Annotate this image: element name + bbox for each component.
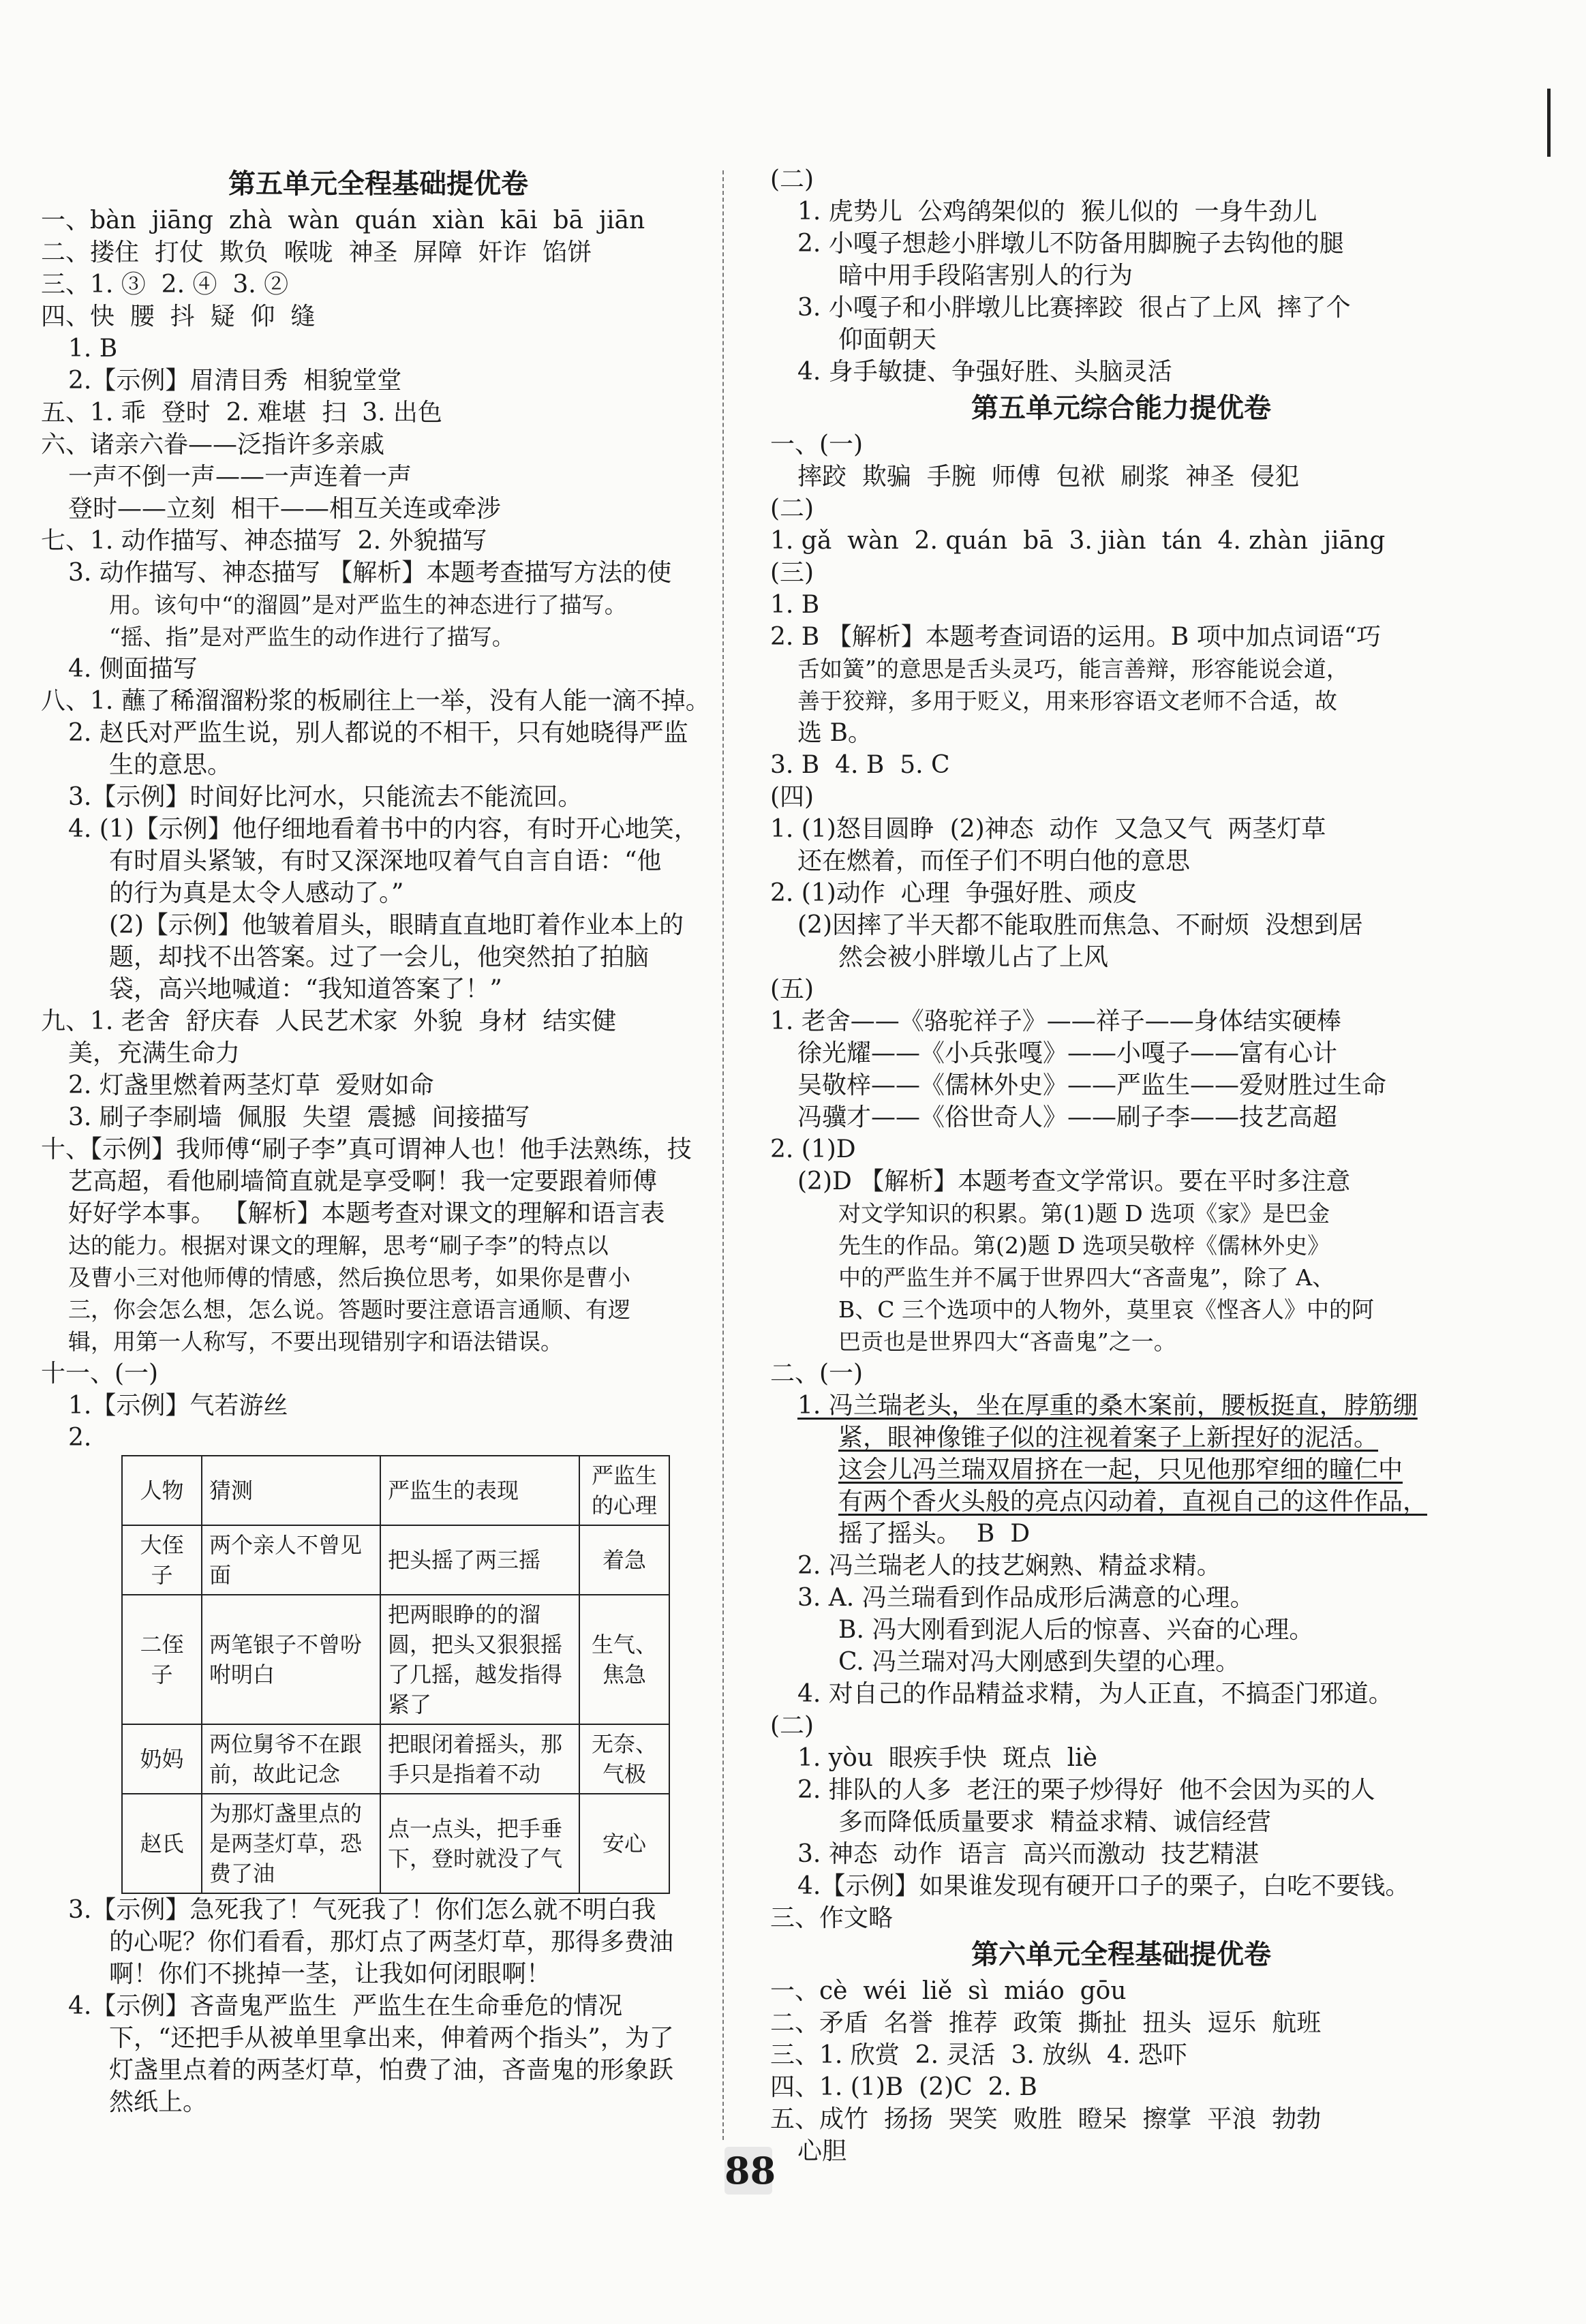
answer-line: 三、1. 欣赏 2. 灵活 3. 放纵 4. 恐吓 <box>770 2041 1187 2069</box>
table-cell: 两个亲人不曾见面 <box>202 1525 380 1595</box>
answer-line: 4.【示例】如果谁发现有硬开口子的栗子，白吃不要钱。 <box>797 1872 1410 1900</box>
answer-line: 然会被小胖墩儿占了上风 <box>838 943 1109 971</box>
answer-line: 3.【示例】时间好比河水，只能流去不能流回。 <box>68 783 583 811</box>
answer-line: (四) <box>770 783 814 811</box>
answer-line: 六、诸亲六眷——泛指许多亲戚 <box>41 431 385 459</box>
answer-line: 辑，用第一人称写，不要出现错别字和语法错误。 <box>68 1328 563 1355</box>
answer-line: 二、(一) <box>770 1360 864 1388</box>
answer-line: 2. (1)动作 心理 争强好胜、顽皮 <box>770 879 1138 907</box>
answer-line: 摇了摇头。 B D <box>838 1520 1031 1548</box>
answer-line: (2)【示例】他皱着眉头，眼睛直直地盯着作业本上的 <box>109 911 684 939</box>
answer-line: 三、作文略 <box>770 1904 894 1932</box>
answer-line: 摔跤 欺骗 手腕 师傅 包袱 刷浆 神圣 侵犯 <box>797 463 1300 491</box>
left-lines <box>41 165 716 1454</box>
table-header-cell: 猜测 <box>202 1456 380 1525</box>
table-row <box>122 1525 669 1595</box>
table-cell: 大侄子 <box>122 1525 202 1595</box>
answer-line: 巴贡也是世界四大“吝啬鬼”之一。 <box>838 1328 1176 1355</box>
answer-line: 紧，眼神像锥子似的注视着案子上新捏好的泥活。 <box>838 1424 1379 1452</box>
answer-line: 2. 排队的人多 老汪的栗子炒得好 他不会因为买的人 <box>797 1776 1375 1804</box>
answer-line: 冯骥才——《俗世奇人》——刷子李——技艺高超 <box>797 1103 1338 1131</box>
answer-line: 1. gǎ wàn 2. quán bā 3. jiàn tán 4. zhàn jiāng <box>770 527 1386 555</box>
answer-line: 2.【示例】眉清目秀 相貌堂堂 <box>68 367 402 395</box>
answer-line: B. 冯大刚看到泥人后的惊喜、兴奋的心理。 <box>838 1616 1314 1644</box>
answer-line: C. 冯兰瑞对冯大刚感到失望的心理。 <box>838 1648 1240 1676</box>
table-cell: 生气、焦急 <box>579 1595 669 1724</box>
table-cell: 把头摇了两三摇 <box>380 1525 579 1595</box>
answer-line: 十一、(一) <box>41 1360 159 1388</box>
answer-line: 七、1. 动作描写、神态描写 2. 外貌描写 <box>41 527 487 555</box>
section-title: 第五单元全程基础提优卷 <box>228 168 528 200</box>
answer-line: 4.【示例】吝啬鬼严监生 严监生在生命垂危的情况 <box>68 1992 623 2020</box>
answer-line: 登时——立刻 相干——相互关连或牵涉 <box>68 495 501 523</box>
answer-line: 1.【示例】气若游丝 <box>68 1392 288 1420</box>
table-cell: 点一点头，把手垂下，登时就没了气 <box>380 1794 579 1893</box>
table-cell: 把眼闭着摇头，那手只是指着不动 <box>380 1724 579 1794</box>
answer-line: 对文学知识的积累。第(1)题 D 选项《家》是巴金 <box>838 1200 1330 1227</box>
answer-line: 五、1. 乖 登时 2. 难堪 扫 3. 出色 <box>41 399 442 427</box>
table-cell: 无奈、气极 <box>579 1724 669 1794</box>
answer-line: 题，却找不出答案。过了一会儿，他突然拍了拍脑 <box>109 943 650 971</box>
answer-line: 3. 神态 动作 语言 高兴而激动 技艺精湛 <box>797 1840 1260 1868</box>
answer-line: 九、1. 老舍 舒庆春 人民艺术家 外貌 身材 结实健 <box>41 1007 617 1035</box>
answer-line: 4. 身手敏捷、争强好胜、头脑灵活 <box>797 358 1172 386</box>
right-lines <box>770 164 1472 2167</box>
answer-line: 1. yòu 眼疾手快 斑点 liè <box>797 1744 1097 1772</box>
table-body <box>122 1525 669 1893</box>
answer-line: 暗中用手段陷害别人的行为 <box>838 262 1133 290</box>
table-header-row <box>122 1456 669 1525</box>
table-cell: 奶妈 <box>122 1724 202 1794</box>
answer-line: 的行为真是太令人感动了。” <box>109 879 404 907</box>
answer-line: 中的严监生并不属于世界四大“吝啬鬼”，除了 A、 <box>838 1264 1335 1291</box>
answer-line: 灯盏里点着的两茎灯草，怕费了油，吝啬鬼的形象跃 <box>109 2056 674 2084</box>
answer-line: 美，充满生命力 <box>68 1039 241 1067</box>
answer-table <box>121 1455 670 1894</box>
answer-line: 十、【示例】我师傅“刷子李”真可谓神人也！他手法熟练，技 <box>41 1135 692 1163</box>
answer-line: 1. B <box>68 335 118 363</box>
answer-line: 2. 灯盏里燃着两茎灯草 爱财如命 <box>68 1071 434 1099</box>
answer-line: (五) <box>770 975 814 1003</box>
answer-line: 2. 冯兰瑞老人的技艺娴熟、精益求精。 <box>797 1552 1221 1580</box>
answer-line: 一、(一) <box>770 431 864 459</box>
answer-line: 多而降低质量要求 精益求精、诚信经营 <box>838 1808 1271 1836</box>
answer-line: 一、bàn jiāng zhà wàn quán xiàn kāi bā jiān <box>41 207 645 234</box>
right-column <box>770 164 1472 2167</box>
table-cell: 两笔银子不曾吩咐明白 <box>202 1595 380 1724</box>
answer-line: 2. 小嘎子想趁小胖墩儿不防备用脚腕子去钩他的腿 <box>797 230 1344 258</box>
answer-line: 八、1. 蘸了稀溜溜粉浆的板刷往上一举，没有人能一滴不掉。 <box>41 687 710 715</box>
answer-line: 然纸上。 <box>109 2088 208 2116</box>
answer-line: 善于狡辩，多用于贬义，用来形容语文老师不合适，故 <box>797 688 1337 714</box>
answer-line: 一、cè wéi liě sì miáo gōu <box>770 1977 1127 2005</box>
answer-line: 五、成竹 扬扬 哭笑 败胜 瞪呆 擦掌 平浪 勃勃 <box>770 2105 1322 2133</box>
answer-line: 1. (1)怒目圆睁 (2)神态 动作 又急又气 两茎灯草 <box>770 815 1326 843</box>
answer-line: (三) <box>770 559 814 587</box>
answer-line: B、C 三个选项中的人物外，莫里哀《悭吝人》中的阿 <box>838 1296 1374 1323</box>
answer-line: 4. (1)【示例】他仔细地看着书中的内容，有时开心地笑， <box>68 815 699 843</box>
left-after-lines <box>41 1894 716 2118</box>
section-title: 第六单元全程基础提优卷 <box>971 1939 1271 1970</box>
answer-line: 1. 冯兰瑞老头，坐在厚重的桑木案前，腰板挺直，脖筋绷 <box>797 1392 1418 1420</box>
answer-line: 3. 小嘎子和小胖墩儿比赛摔跤 很占了上风 摔了个 <box>797 294 1351 322</box>
answer-line: 三、1. ③ 2. ④ 3. ② <box>41 271 289 299</box>
section-title: 第五单元综合能力提优卷 <box>971 393 1271 424</box>
answer-line: 3. B 4. B 5. C <box>770 751 950 779</box>
answer-line: (2)因摔了半天都不能取胜而焦急、不耐烦 没想到居 <box>797 911 1363 939</box>
answer-line: 徐光耀——《小兵张嘎》——小嘎子——富有心计 <box>797 1039 1338 1067</box>
answer-line: 3. A. 冯兰瑞看到作品成形后满意的心理。 <box>797 1584 1255 1612</box>
answer-line: (二) <box>770 1712 814 1740</box>
table-cell: 赵氏 <box>122 1794 202 1893</box>
table-cell: 安心 <box>579 1794 669 1893</box>
answer-line: 袋，高兴地喊道：“我知道答案了！” <box>109 975 502 1003</box>
answer-line: (二) <box>770 166 814 194</box>
answer-line: 还在燃着，而侄子们不明白他的意思 <box>797 847 1191 875</box>
table-header-cell: 严监生的表现 <box>380 1456 579 1525</box>
answer-line: 4. 侧面描写 <box>68 655 198 683</box>
answer-line: 达的能力。根据对课文的理解，思考“刷子李”的特点以 <box>68 1232 609 1259</box>
answer-line: 生的意思。 <box>109 751 232 779</box>
answer-line: 4. 对自己的作品精益求精，为人正直，不搞歪门邪道。 <box>797 1680 1393 1708</box>
table-row <box>122 1794 669 1893</box>
answer-line: 1. B <box>770 591 820 619</box>
answer-line: 舌如簧”的意思是舌头灵巧，能言善辩，形容能说会道， <box>797 656 1349 682</box>
answer-line: 吴敬梓——《儒林外史》——严监生——爱财胜过生命 <box>797 1071 1387 1099</box>
answer-line: 二、矛盾 名誉 推荐 政策 撕扯 扭头 逗乐 航班 <box>770 2009 1322 2037</box>
table-header-cell: 人物 <box>122 1456 202 1525</box>
answer-line: 这会儿冯兰瑞双眉挤在一起，只见他那窄细的瞳仁中 <box>838 1456 1403 1484</box>
answer-line: (2)D 【解析】本题考查文学常识。要在平时多注意 <box>797 1167 1351 1195</box>
answer-line: 及曹小三对他师傅的情感，然后换位思考，如果你是曹小 <box>68 1264 630 1291</box>
table-cell: 为那灯盏里点的是两茎灯草，恐费了油 <box>202 1794 380 1893</box>
answer-line: 有两个香火头般的亮点闪动着，直视自己的这件作品， <box>838 1488 1428 1516</box>
page-number: 88 <box>725 2147 772 2195</box>
table-row <box>122 1595 669 1724</box>
binding-mark <box>1547 89 1551 157</box>
answer-line: 1. 虎势儿 公鸡鹐架似的 猴儿似的 一身牛劲儿 <box>797 198 1317 226</box>
answer-line: “摇、指”是对严监生的动作进行了描写。 <box>109 624 515 650</box>
answer-line: 选 B。 <box>797 719 872 747</box>
answer-line: 艺高超，看他刷墙简直就是享受啊！我一定要跟着师傅 <box>68 1167 658 1195</box>
answer-line: 好好学本事。 【解析】本题考查对课文的理解和语言表 <box>68 1199 665 1227</box>
answer-line: 啊！你们不挑掉一茎，让我如何闭眼啊！ <box>109 1960 551 1988</box>
answer-line: 2. 赵氏对严监生说，别人都说的不相干，只有她晓得严监 <box>68 719 688 747</box>
table-row <box>122 1724 669 1794</box>
answer-line: 用。该句中“的溜圆”是对严监生的神态进行了描写。 <box>109 592 627 618</box>
answer-line: 3.【示例】急死我了！气死我了！你们怎么就不明白我 <box>68 1896 656 1924</box>
answer-line: 三，你会怎么想，怎么说。答题时要注意语言通顺、有逻 <box>68 1296 630 1323</box>
table-cell: 着急 <box>579 1525 669 1595</box>
answer-line: 心胆 <box>797 2137 847 2165</box>
answer-line: 3. 刷子李刷墙 佩服 失望 震撼 间接描写 <box>68 1103 530 1131</box>
answer-line: 有时眉头紧皱，有时又深深地叹着气自言自语：“他 <box>109 847 662 875</box>
answer-line: 2. (1)D <box>770 1135 856 1163</box>
answer-line: 的心呢？你们看看，那灯点了两茎灯草，那得多费油 <box>109 1928 674 1956</box>
answer-line: (二) <box>770 495 814 523</box>
answer-line: 仰面朝天 <box>838 326 937 354</box>
table-cell: 把两眼睁的的溜圆，把头又狠狠摇了几摇，越发指得紧了 <box>380 1595 579 1724</box>
answer-line: 2. B 【解析】本题考查词语的运用。B 项中加点词语“巧 <box>770 623 1381 651</box>
answer-line: 四、快 腰 抖 疑 仰 缝 <box>41 303 316 331</box>
answer-line: 先生的作品。第(2)题 D 选项吴敬梓《儒林外史》 <box>838 1232 1330 1259</box>
answer-line: 下，“还把手从被单里拿出来，伸着两个指头”，为了 <box>109 2024 674 2052</box>
table-header-cell: 严监生的心理 <box>579 1456 669 1525</box>
table-cell: 两位舅爷不在跟前，故此记念 <box>202 1724 380 1794</box>
answer-line: 1. 老舍——《骆驼祥子》——祥子——身体结实硬棒 <box>770 1007 1341 1035</box>
answer-line: 3. 动作描写、神态描写 【解析】本题考查描写方法的使 <box>68 559 672 587</box>
answer-line: 一声不倒一声——一声连着一声 <box>68 463 412 491</box>
answer-line: 二、搂住 打仗 欺负 喉咙 神圣 屏障 奸诈 馅饼 <box>41 239 592 266</box>
left-column <box>41 164 716 2118</box>
column-divider <box>722 170 724 2140</box>
table-cell: 二侄子 <box>122 1595 202 1724</box>
answer-line: 2. <box>68 1424 92 1452</box>
answer-line: 四、1. (1)B (2)C 2. B <box>770 2073 1037 2101</box>
